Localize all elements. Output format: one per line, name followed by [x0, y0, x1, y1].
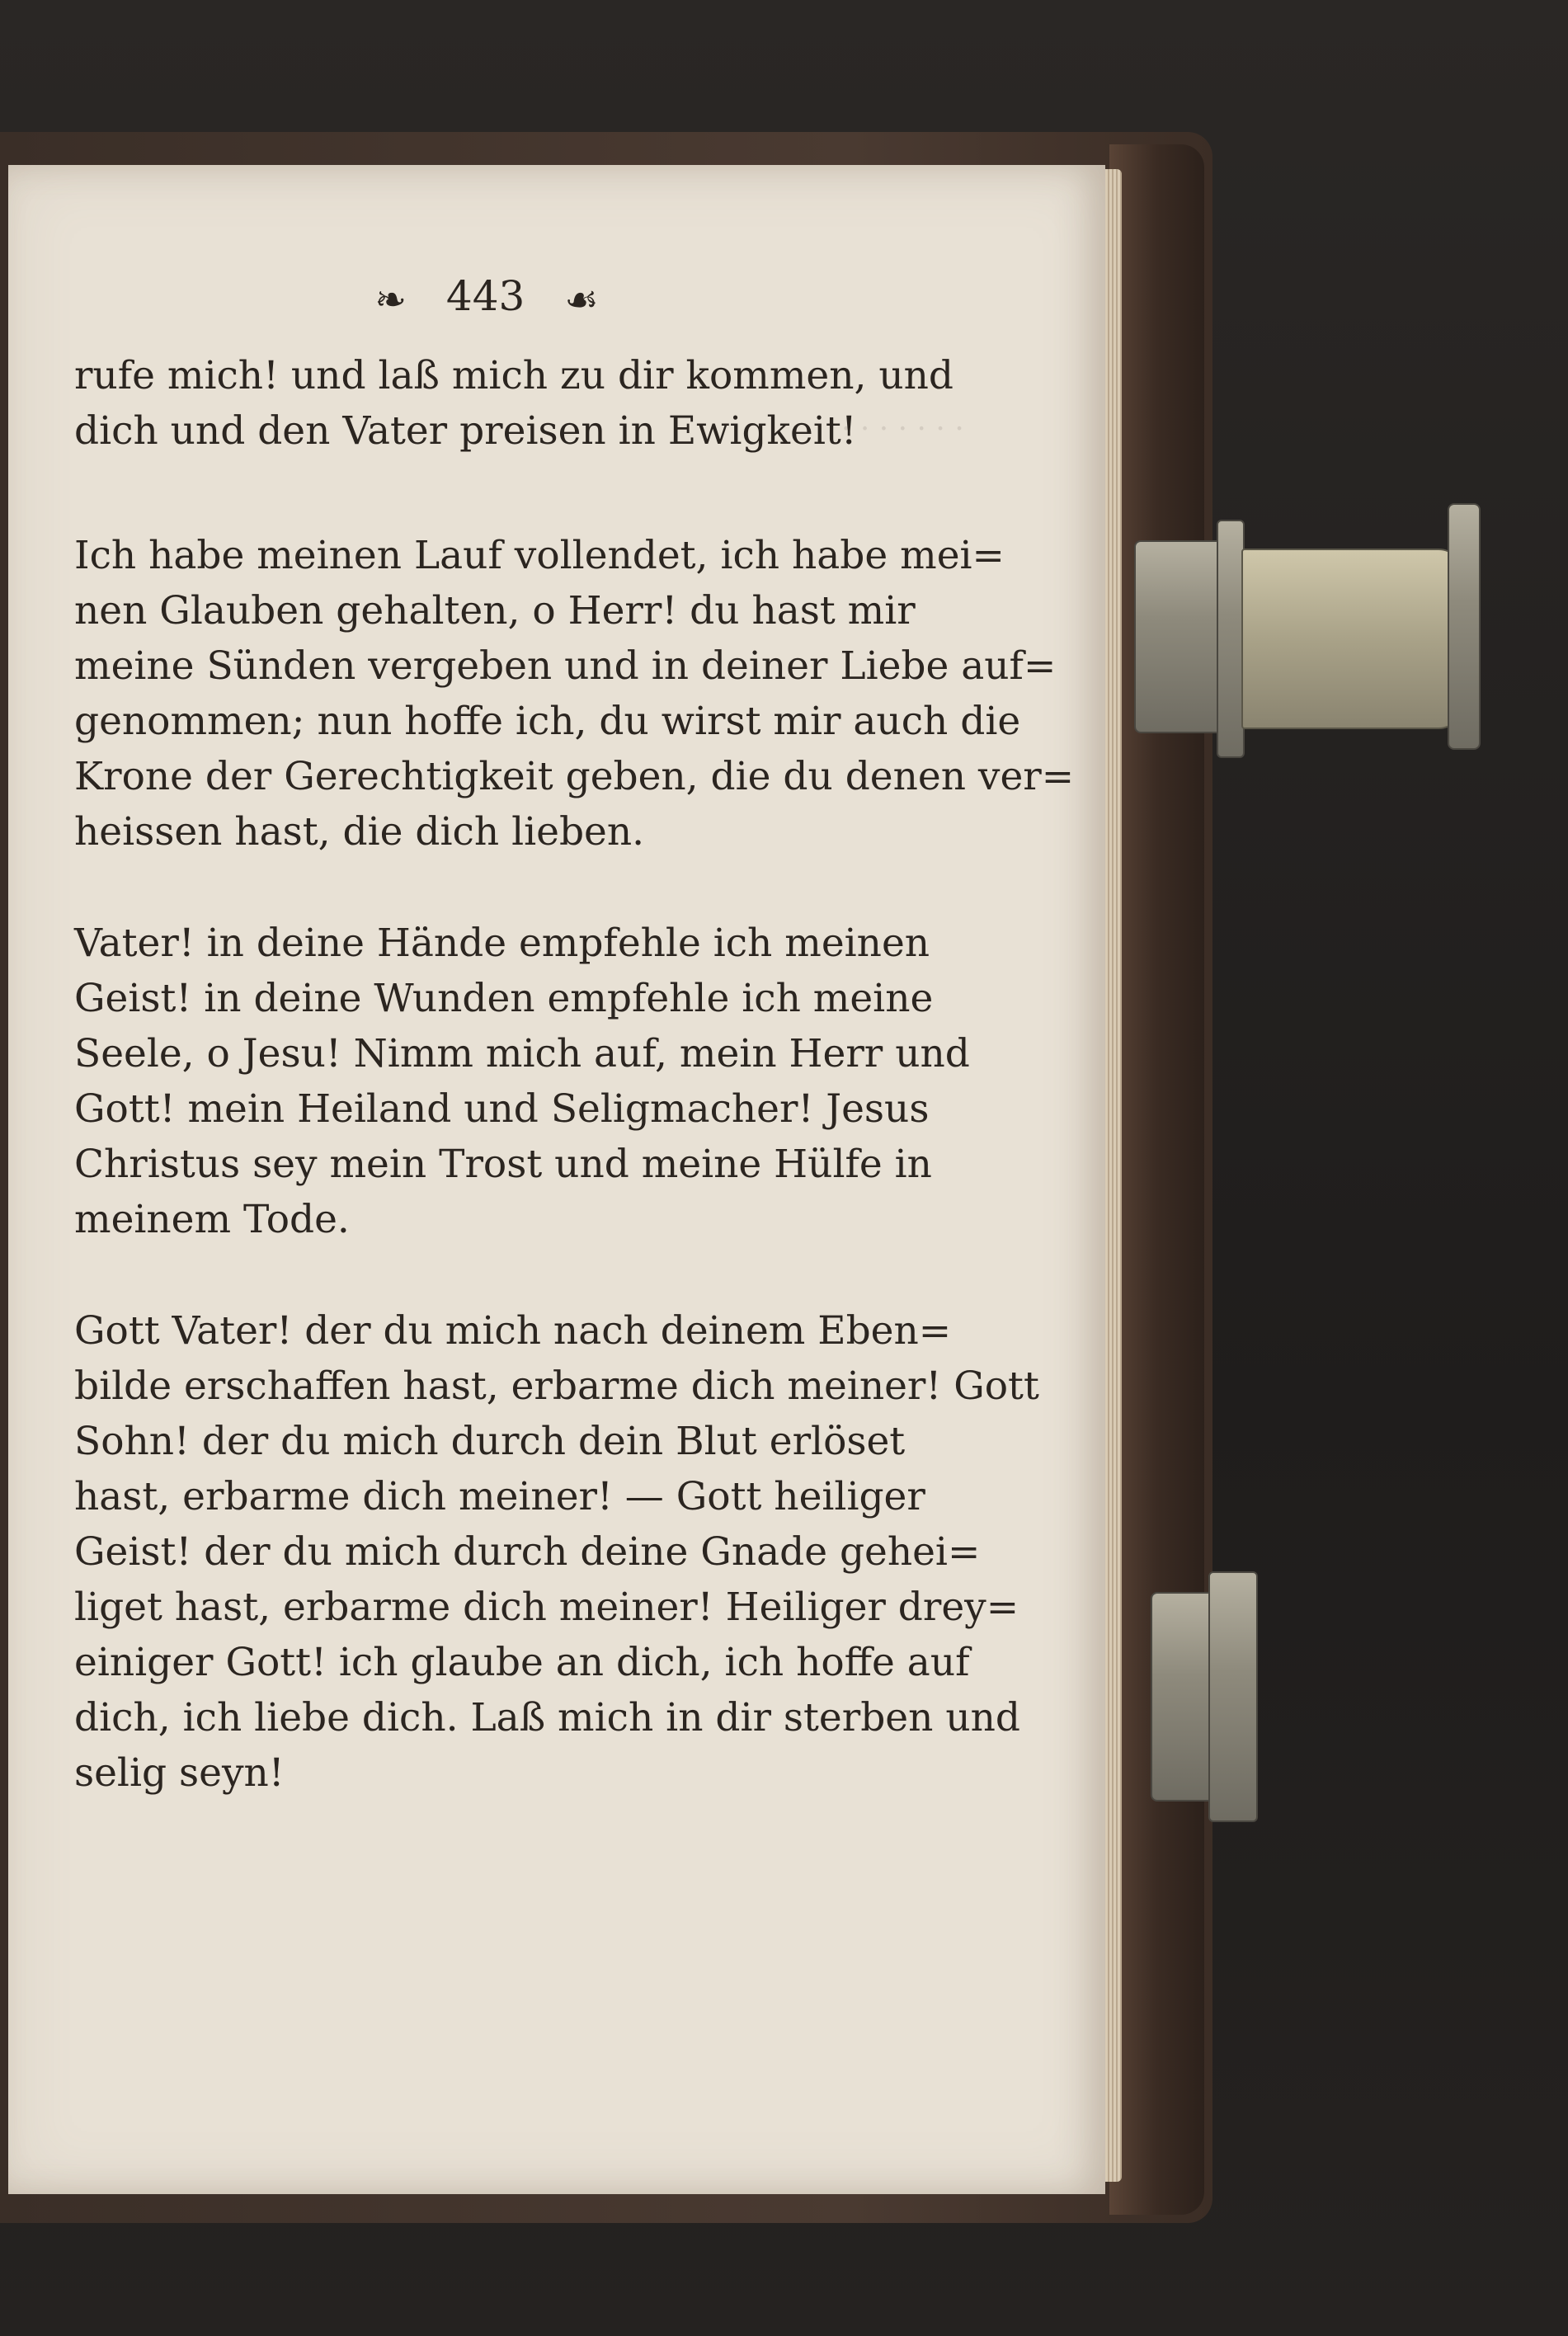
text-line: Seele, o Jesu! Nimm mich auf, mein Herr und	[74, 1031, 970, 1076]
book-page	[8, 165, 1105, 2194]
text-line: nen Glauben gehalten, o Herr! du hast mir	[74, 588, 916, 633]
upper-clasp-pin	[1217, 520, 1245, 758]
page-header	[313, 272, 660, 322]
text-line: Gott Vater! der du mich nach deinem Eben=	[74, 1308, 952, 1354]
paragraph-3	[74, 916, 970, 1247]
text-line: Krone der Gerechtigkeit geben, die du denen ver=	[74, 754, 1075, 799]
text-line: rufe mich! und laß mich zu dir kommen, und	[74, 353, 954, 398]
text-line: dich, ich liebe dich. Laß mich in dir sterben und	[74, 1695, 1020, 1740]
text-line: Geist! in deine Wunden empfehle ich meine	[74, 976, 934, 1021]
paragraph-4	[74, 1303, 1039, 1801]
show-through-text: · · · · · · ·	[841, 412, 964, 446]
upper-clasp-plate	[1241, 549, 1463, 729]
text-line: Vater! in deine Hände empfehle ich meinen	[74, 921, 930, 966]
text-line: heissen hast, die dich lieben.	[74, 809, 645, 855]
text-line: einiger Gott! ich glaube an dich, ich hoffe auf	[74, 1640, 970, 1685]
page-number: 443	[445, 272, 525, 320]
text-line: hast, erbarme dich meiner! — Gott heiliger	[74, 1474, 925, 1519]
text-line: Ich habe meinen Lauf vollendet, ich habe mei=	[74, 533, 1005, 578]
text-line: dich und den Vater preisen in Ewigkeit!	[74, 408, 857, 454]
text-line: meinem Tode.	[74, 1197, 350, 1242]
text-line: liget hast, erbarme dich meiner! Heiliger drey=	[74, 1585, 1019, 1630]
lower-clasp-hinge	[1151, 1592, 1216, 1801]
text-line: Christus sey mein Trost und meine Hülfe in	[74, 1142, 932, 1187]
text-line: Gott! mein Heiland und Seligmacher! Jesus	[74, 1086, 930, 1132]
header-ornament-right: ☙	[564, 277, 599, 322]
header-ornament-left: ❧	[374, 277, 407, 322]
text-line: selig seyn!	[74, 1750, 285, 1796]
text-line: meine Sünden vergeben und in deiner Liebe auf=	[74, 643, 1057, 689]
text-line: Geist! der du mich durch deine Gnade gehei=	[74, 1529, 981, 1575]
paragraph-1	[74, 348, 954, 459]
text-line: genommen; nun hoffe ich, du wirst mir auch die	[74, 699, 1021, 744]
paragraph-2	[74, 528, 1075, 860]
cover-edge	[1109, 144, 1204, 2215]
upper-clasp-end	[1448, 503, 1481, 750]
lower-clasp-pin	[1208, 1571, 1258, 1822]
text-line: bilde erschaffen hast, erbarme dich meiner! Gott	[74, 1363, 1039, 1409]
text-line: Sohn! der du mich durch dein Blut erlöset	[74, 1419, 906, 1464]
